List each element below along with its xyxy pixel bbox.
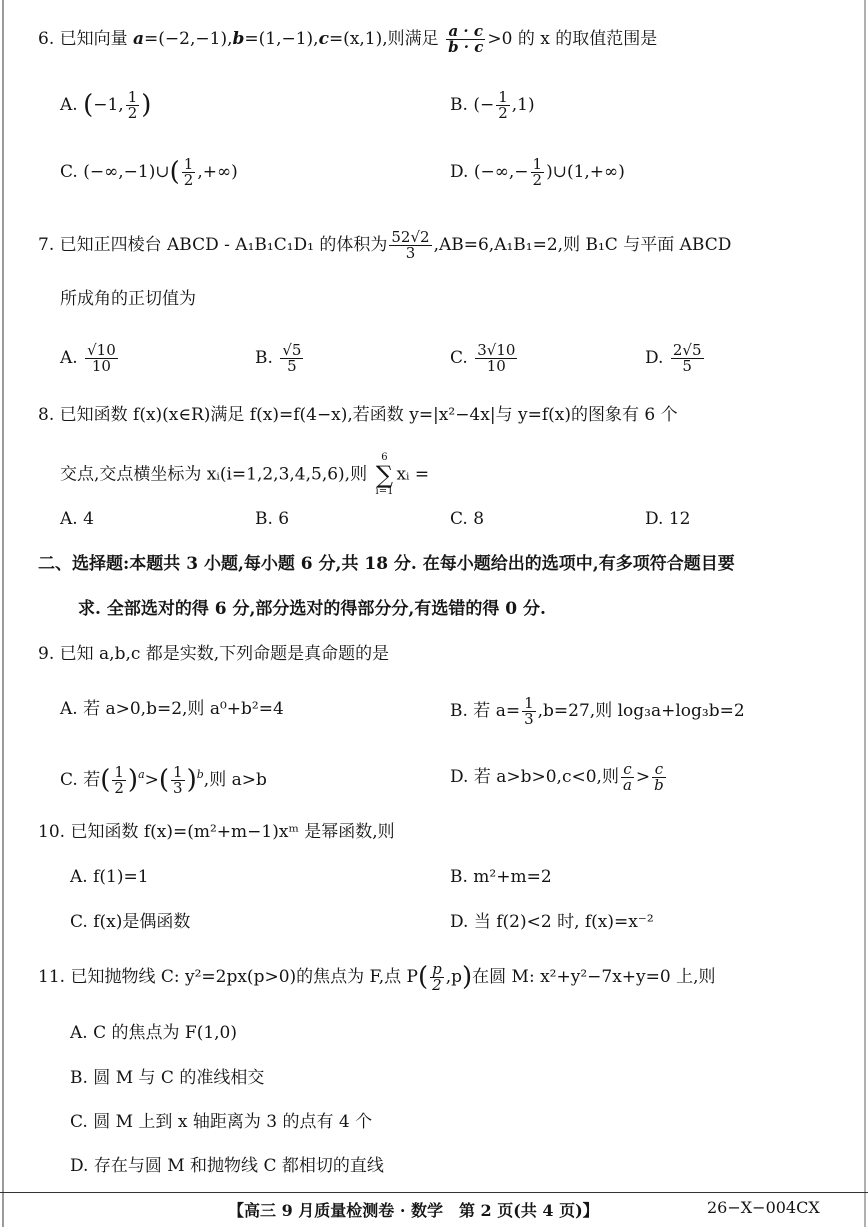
q6-stem: 6. 已知向量 a=(−2,−1),b=(1,−1),c=(x,1),则满足 $\frac{a \cdot c}{b \cdot c}$ >0 的 x 的取值范围是 (38, 22, 658, 56)
q10-option-c[interactable]: C. f(x)是偶函数 (70, 912, 191, 932)
q11-option-b[interactable]: B. 圆 M 与 C 的准线相交 (70, 1068, 265, 1088)
q6-option-a[interactable]: A. (−1, $\frac{1}{2}$ ) (60, 88, 152, 122)
q7-option-b[interactable]: B. $\frac{√5}{5}$ (255, 341, 302, 375)
page-footer (0, 1192, 868, 1223)
q9-option-a[interactable]: A. 若 a>0,b=2,则 a⁰+b²=4 (60, 699, 284, 719)
q6-option-c[interactable]: C. (−∞,−1)∪( $\frac{1}{2}$ ,+∞) (60, 155, 238, 189)
q11-option-d[interactable]: D. 存在与圆 M 和抛物线 C 都相切的直线 (70, 1156, 384, 1176)
q8-option-b[interactable]: B. 6 (255, 509, 290, 529)
page-edge-right (864, 0, 866, 1227)
footer-code: 26−X−004CX (707, 1198, 820, 1217)
q7-volume-fraction: $\frac{52√2}{3}$ (391, 228, 430, 262)
q6-condition-fraction: $\frac{a \cdot c}{b \cdot c}$ (448, 22, 484, 56)
page-edge-left (2, 0, 4, 1227)
q7-option-c[interactable]: C. $\frac{3√10}{10}$ (450, 341, 516, 375)
q9-option-b[interactable]: B. 若 a= $\frac{1}{3}$ ,b=27,则 log₃a+log₃b=2 (450, 694, 745, 728)
q11-stem: 11. 已知抛物线 C: y²=2px(p>0)的焦点为 F,点 P( $\frac{p}{2}$ ,p)在圆 M: x²+y²−7x+y=0 上,则 (38, 960, 716, 994)
q6-option-b[interactable]: B. (− $\frac{1}{2}$ ,1) (450, 88, 535, 122)
q10-option-a[interactable]: A. f(1)=1 (70, 867, 149, 887)
q9-stem: 9. 已知 a,b,c 都是实数,下列命题是真命题的是 (38, 644, 390, 664)
q7-stem: 7. 已知正四棱台 ABCD - A₁B₁C₁D₁ 的体积为 $\frac{52√2}{3}$ ,AB=6,A₁B₁=2,则 B₁C 与平面 ABCD (38, 228, 732, 262)
q7-option-a[interactable]: A. $\frac{√10}{10}$ (60, 341, 116, 375)
footer-title: 【高三 9 月质量检测卷 · 数学 第 2 页(共 4 页)】 (228, 1201, 599, 1220)
q10-option-b[interactable]: B. m²+m=2 (450, 867, 552, 887)
q11-option-c[interactable]: C. 圆 M 上到 x 轴距离为 3 的点有 4 个 (70, 1112, 373, 1132)
q8-option-d[interactable]: D. 12 (645, 509, 691, 529)
q8-stem-line2: 交点,交点横坐标为 xᵢ(i=1,2,3,4,5,6),则 6 ∑ i=1 xᵢ = (60, 452, 430, 497)
q8-option-a[interactable]: A. 4 (60, 509, 94, 529)
q7-stem-line2: 所成角的正切值为 (60, 289, 196, 309)
section2-heading-line2: 求. 全部选对的得 6 分,部分选对的得部分分,有选错的得 0 分. (78, 599, 546, 619)
q8-stem: 8. 已知函数 f(x)(x∈R)满足 f(x)=f(4−x),若函数 y=|x²−4x|与 y=f(x)的图象有 6 个 (38, 405, 678, 425)
q11-option-a[interactable]: A. C 的焦点为 F(1,0) (70, 1023, 237, 1043)
q10-stem: 10. 已知函数 f(x)=(m²+m−1)xᵐ 是幂函数,则 (38, 822, 395, 842)
q7-option-d[interactable]: D. $\frac{2√5}{5}$ (645, 341, 702, 375)
q9-option-d[interactable]: D. 若 a>b>0,c<0,则 $\frac{c}{a}$ > $\frac{c}{b}$ (450, 760, 664, 794)
q10-option-d[interactable]: D. 当 f(2)<2 时, f(x)=x⁻² (450, 912, 654, 932)
summation-symbol: 6 ∑ i=1 (375, 452, 394, 497)
section2-heading: 二、选择题:本题共 3 小题,每小题 6 分,共 18 分. 在每小题给出的选项中,有多项符合题目要 (38, 554, 735, 574)
q6-option-d[interactable]: D. (−∞,− $\frac{1}{2}$ )∪(1,+∞) (450, 155, 625, 189)
q9-option-c[interactable]: C. 若( $\frac{1}{2}$ )$^a$>( $\frac{1}{3}$ )$^b$,则 a>b (60, 763, 267, 797)
q8-option-c[interactable]: C. 8 (450, 509, 485, 529)
